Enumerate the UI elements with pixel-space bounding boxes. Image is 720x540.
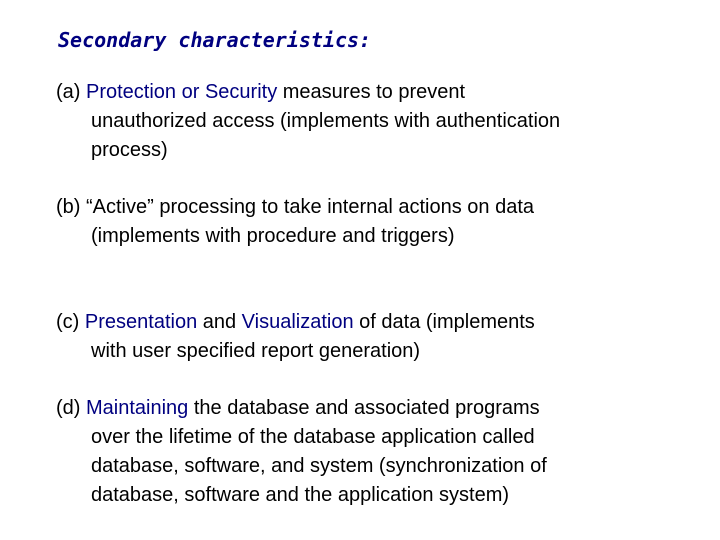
item-d-line-1 xyxy=(56,394,696,423)
list-item-a xyxy=(56,78,696,165)
item-d-text: (d) xyxy=(56,397,86,419)
item-c-line-2 xyxy=(56,337,696,366)
item-d-text: database, software and the application system) xyxy=(91,484,510,506)
item-a-line-3 xyxy=(56,136,696,165)
item-b-text: (b) “Active” processing to take internal actions on data xyxy=(56,196,535,218)
item-c-highlight: Visualization xyxy=(241,311,354,333)
item-a-text: process) xyxy=(91,139,168,161)
item-c-text: (c) xyxy=(56,311,85,333)
item-d-highlight: Maintaining xyxy=(86,397,189,419)
item-a-line-1 xyxy=(56,78,696,107)
list-item-d xyxy=(56,394,696,510)
item-b-text: (implements with procedure and triggers) xyxy=(91,225,455,247)
item-a-line-2 xyxy=(56,107,696,136)
item-a-text: unauthorized access (implements with authentication xyxy=(91,110,561,132)
item-d-text: database, software, and system (synchronization of xyxy=(91,455,547,477)
item-a-highlight: Protection or Security xyxy=(86,81,278,103)
item-c-text: and xyxy=(197,311,242,333)
list-item-c xyxy=(56,308,696,366)
item-c-highlight: Presentation xyxy=(84,311,198,333)
item-d-line-3 xyxy=(56,452,696,481)
item-c-text: of data (implements xyxy=(353,311,535,333)
item-c-line-1 xyxy=(56,308,696,337)
item-d-text: over the lifetime of the database application called xyxy=(91,426,535,448)
item-d-text: the database and associated programs xyxy=(188,397,540,419)
item-b-line-2 xyxy=(56,222,696,251)
item-b-line-1 xyxy=(56,193,696,222)
item-d-line-4 xyxy=(56,481,696,510)
item-d-line-2 xyxy=(56,423,696,452)
list-item-b xyxy=(56,193,696,251)
item-c-text: with user specified report generation) xyxy=(91,340,421,362)
item-a-text: measures to prevent xyxy=(277,81,466,103)
slide-title: Secondary characteristics: xyxy=(58,28,372,52)
item-a-text: (a) xyxy=(56,81,86,103)
